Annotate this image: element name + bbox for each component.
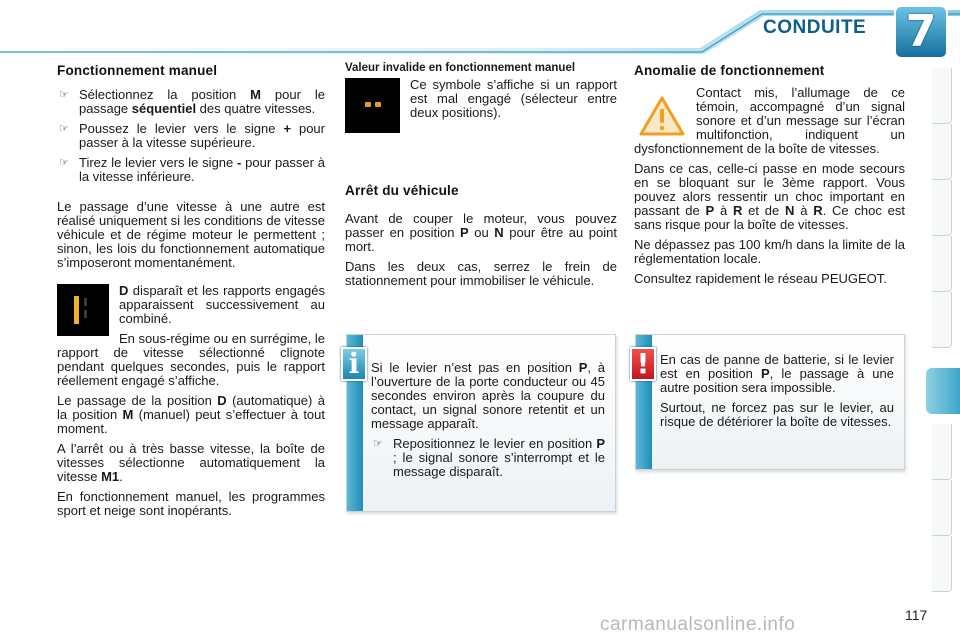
bullet-item: ☞ Tirez le levier vers le signe - pour passer à la vitesse inférieure. [59,155,326,184]
chapter-tabs [926,68,960,588]
paragraph-malfunction-3: Ne dépassez pas 100 km/h dans la limite de la réglementation locale. [634,237,905,266]
column-stop [345,62,617,294]
gear-display-block: D disparaît et les rapports engagés apparaissent successivement au combiné. En sous-régime ou en surrégime, le rapport de vitesse sélectionné clignote pendant quelques secondes, puis le rapport réellement engagé s’affiche. [57,283,325,388]
chapter-tab-active[interactable] [926,368,960,414]
paragraph-malfunction-4: Consultez rapidement le réseau PEUGEOT. [634,271,887,286]
arrow-bullet-icon: ☞ [59,123,69,135]
paragraph-underrev: En sous-régime ou en surrégime, le rapport de vitesse sélectionné clignote pendant quelques secondes, puis le rapport réellement engagé s’affiche. [57,331,325,388]
section-title-manual: Fonctionnement manuel [57,63,218,78]
chapter-tab[interactable] [932,480,952,536]
bullet-item: ☞ Repositionnez le levier en position P ; le signal sonore s’interrompt et le message disparaît. [373,436,605,479]
chapter-tab[interactable] [932,536,952,592]
paragraph-m1: A l’arrêt ou à très basse vitesse, la boîte de vitesses sélectionne automatiquement la vitesse M1. [57,441,325,484]
arrow-bullet-icon: ☞ [59,89,69,101]
bullet-item: ☞ Poussez le levier vers le signe + pour passer à la vitesse supérieure. [59,121,325,150]
chapter-number: 7 [905,6,937,57]
chapter-title: CONDUITE [763,17,867,38]
warning-paragraph-2: Surtout, ne forcez pas sur le levier, au risque de détériorer la boîte de vitesses. [660,400,894,429]
page-number: 117 [905,607,928,623]
warning-lamp-image [638,94,686,138]
warning-triangle-icon [638,94,686,138]
chapter-tab[interactable] [932,68,952,124]
bullet-item: ☞ Sélectionnez la position M pour le passage séquentiel des quatre vitesses. [59,87,325,116]
warning-icon: ! [630,347,656,381]
paragraph-programs: En fonctionnement manuel, les programmes sport et neige sont inopérants. [57,489,325,518]
section-title-stop: Arrêt du véhicule [345,183,459,198]
chapter-tab[interactable] [932,124,952,180]
arrow-bullet-icon: ☞ [373,438,383,450]
invalid-gear-icon [345,78,400,133]
paragraph-stop-1: Avant de couper le moteur, vous pouvez passer en position P ou N pour être au point mort. [345,211,617,254]
paragraph-d-to-m: Le passage de la position D (automatique) à la position M (manuel) peut s’effectuer à tout moment. [57,393,325,436]
info-icon: i [341,347,367,381]
invalid-value-image [345,78,400,133]
chapter-tab[interactable] [932,180,952,236]
warning-box [635,334,905,470]
gear-digit-icon [57,284,109,336]
paragraph-invalid: Ce symbole s’affiche si un rapport est mal engagé (sélecteur entre deux positions). [410,77,617,120]
watermark: carmanualsonline.info [600,614,796,635]
paragraph-malfunction-1: Contact mis, l’allumage de ce témoin, accompagné d’un signal sonore et d’un message sur l’écran multifonction, indiquent un dysfonctionnement de la boîte de vitesses. [634,85,905,156]
column-manual-mode [57,62,325,524]
chapter-tab[interactable] [932,292,952,348]
info-paragraph: Si le levier n’est pas en position P, à l’ouverture de la porte conducteur ou 45 secondes environ après la coupure du contact, un signal sonore retentit et un message apparaît. [371,360,605,431]
column-malfunction [634,62,905,292]
section-title-invalid: Valeur invalide en fonctionnement manuel [345,62,576,74]
gear-display-image [57,284,109,336]
chapter-tab[interactable] [932,236,952,292]
chapter-tab[interactable] [932,424,952,480]
warning-paragraph-1: En cas de panne de batterie, si le levier est en position P, le passage à une autre position sera impossible. [660,352,894,395]
paragraph-malfunction-2: Dans ce cas, celle-ci passe en mode secours en se bloquant sur le 3ème rapport. Vous pouvez alors ressentir un choc important en passant de P à R et de N à R. Ce choc est sans risque pour la boîte de vitesses. [634,161,905,232]
info-box [346,334,616,512]
invalid-value-block [345,78,617,156]
page-header [0,0,960,60]
section-title-malfunction: Anomalie de fonctionnement [634,63,825,78]
paragraph-stop-2: Dans les deux cas, serrez le frein de stationnement pour immobiliser le véhicule. [345,259,617,288]
paragraph-gear-shift: Le passage d’une vitesse à une autre est réalisé uniquement si les conditions de vitesse véhicule et de régime moteur le permettent ; sinon, les lois du fonctionnement automatique s’imposeront momentanément. [57,199,325,270]
arrow-bullet-icon: ☞ [59,157,69,169]
